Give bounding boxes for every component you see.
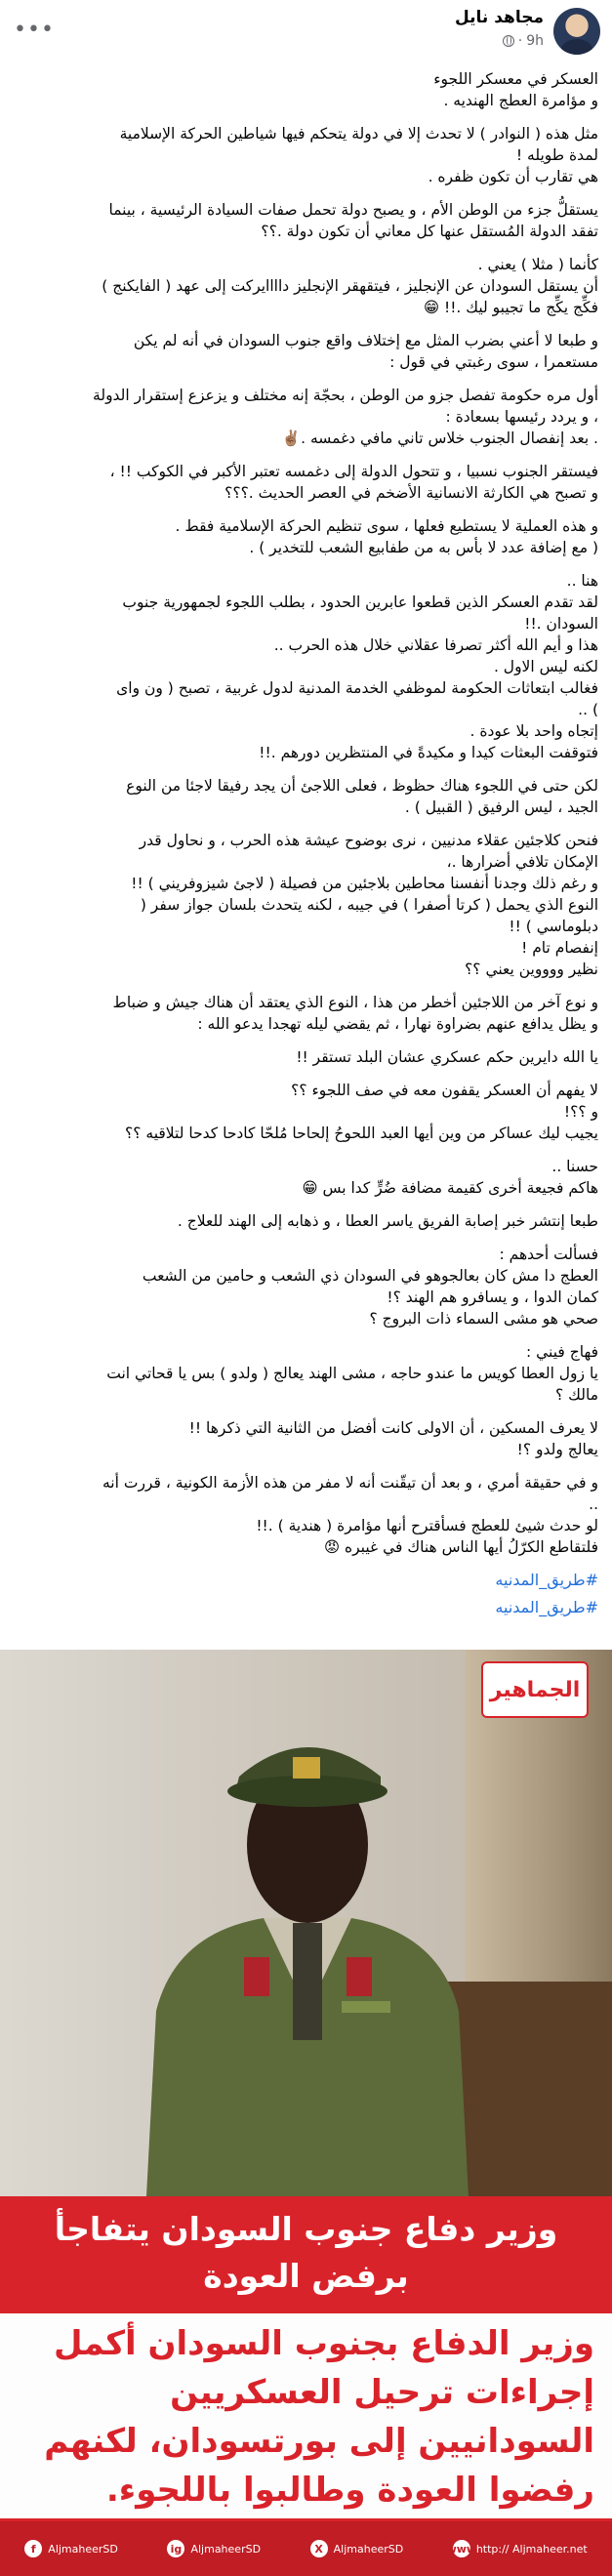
social-label: AljmaheerSD [333, 2542, 404, 2556]
post-paragraph [14, 1156, 598, 1199]
post-line: إتجاه واحد بلا عودة . [469, 722, 598, 740]
post-line: السودان .!! [524, 615, 598, 633]
channel-logo: الجماهير [481, 1661, 589, 1718]
post-line: لقد تقدم العسكر الذين قطعوا عابرين الحدود ، بطلب اللجوء لجمهورية جنوب [122, 593, 598, 611]
post-paragraph [14, 1341, 598, 1406]
post-paragraph [14, 775, 598, 818]
post-line: الجيد ، ليس الرفيق ( القبيل ) . [404, 798, 598, 816]
post-paragraph [14, 830, 598, 980]
post-line: يا الله دايرين حكم عسكري عشان البلد تستقر !! [296, 1048, 598, 1066]
post-line: يستقلُّ جزء من الوطن الأم ، و يصبح دولة تحمل صفات السيادة الرئيسية ، بينما [108, 201, 598, 219]
post-line: ) .. [578, 701, 598, 718]
news-body: وزير الدفاع بجنوب السودان أكمل إجراءات ترحيل العسكريين السودانيين إلى بورتسودان، لكنهم رفضوا العودة وطالبوا باللجوء. [44, 2324, 594, 2510]
post-paragraph [14, 1472, 598, 1558]
social-handle [446, 2540, 588, 2557]
post-line: حسنا .. [551, 1158, 598, 1175]
post-line: لا يفهم أن العسكر يقفون معه في صف اللجوء ؟؟ [291, 1082, 598, 1099]
hashtag-link[interactable]: #طريق_المدنيه [495, 1598, 598, 1616]
social-handle [310, 2540, 404, 2557]
post-line: هذا و أيم الله أكثر تصرفا عقلاني خلال هذه الحرب .. [273, 636, 598, 654]
social-footer [0, 2521, 612, 2576]
post-line: فنحن كلاجئين عقلاء مدنيين ، نرى بوضوح عيشة هذه الحرب ، و نحاول قدر [139, 832, 598, 849]
post-header [0, 0, 612, 61]
post-line: مثل هذه ( النوادر ) لا تحدث إلا في دولة يتحكم فيها شياطين الحركة الإسلامية [119, 125, 598, 143]
post-paragraph [14, 515, 598, 558]
post-line: لا يعرف المسكين ، أن الاولى كانت أفضل من الثانية التي ذكرها !! [188, 1419, 598, 1437]
post-paragraph [14, 385, 598, 449]
post-line: لكن حتى في اللجوء هناك حظوظ ، فعلى اللاجئ أن يجد رفيقا لاجئا من النوع [126, 777, 598, 795]
post-line: و طبعا لا أعني بضرب المثل مع إختلاف واقع جنوب السودان في أنه لم يكن [133, 332, 598, 349]
post-paragraph [14, 1046, 598, 1068]
post-line: فكِّج يكِّج ما تجيبو ليك .!! 😁 [423, 299, 598, 316]
post-paragraph [14, 1080, 598, 1144]
post-line: فسألت أحدهم : [499, 1246, 598, 1263]
social-label: http:// Aljmaheer.net [475, 2542, 588, 2556]
more-options-icon[interactable]: ••• [14, 18, 55, 42]
post-line: أول مره حكومة تفصل جزو من الوطن ، بحجّة إنه مختلف و يزعزع إستقرار الدولة [93, 387, 598, 404]
post-line: يجيب ليك عساكر من وين أيها العبد اللحوحُ إلحاحا مُلحّا كادحا كدحا لتلاقيه ؟؟ [125, 1124, 598, 1142]
post-line: إنفصام تام ! [521, 939, 598, 957]
social-label: AljmaheerSD [190, 2542, 262, 2556]
author-name[interactable]: مجاهد نايل [454, 8, 544, 27]
post-line: النوع الذي يحمل ( كرتا أصفرا ) في جيبه ، لكنه يتحدث بلسان جواز سفر ( [140, 896, 598, 914]
post-line: هنا .. [566, 572, 598, 590]
post-paragraph [14, 1244, 598, 1329]
post-line: فغالب ابتعاثات الحكومة لموظفي الخدمة المدنية لدول غربية ، تصبح ( ون واى [116, 679, 598, 697]
post-line: .. [589, 1495, 598, 1513]
post-line: العطج دا مش كان بعالجوهو في السودان ذي الشعب و حامين من الشعب [142, 1267, 598, 1285]
post-line: العسكر في معسكر اللجوء [433, 70, 598, 88]
post-line: طبعا إنتشر خبر إصابة الفريق ياسر العطا ، و ذهابه إلى الهند للعلاج . [177, 1212, 598, 1230]
post-meta: 9h · [503, 33, 544, 49]
post-paragraph [14, 68, 598, 111]
post-line: و هذه العملية لا يستطيع فعلها ، سوى تنظيم الحركة الإسلامية فقط . [175, 517, 598, 535]
post-line: لمدة طويله ! [515, 146, 598, 164]
post-line: مالك ؟ [555, 1386, 598, 1404]
post-line: دبلوماسي ) !! [509, 918, 598, 935]
post-paragraph [14, 199, 598, 242]
post-line: يعالج ولدو ؟! [516, 1441, 598, 1458]
social-handle [24, 2540, 118, 2557]
post-line: و يظل يدافع عنهم بضراوة نهارا ، ثم يقضي ليله تهجدا يدعو الله : [197, 1015, 598, 1033]
post-line: يا زول العطا كويس ما عندو حاجه ، مشى الهند يعالج ( ولدو ) بس يا قحاتي انت [106, 1365, 598, 1382]
post-paragraph [14, 330, 598, 373]
news-card [0, 2196, 612, 2576]
post-line: لو حدث شيئ للعطج فسأقترح أنها مؤامرة ( هندية ) .!! [256, 1517, 598, 1534]
social-icon: www [453, 2540, 470, 2557]
post-paragraph [14, 992, 598, 1035]
post-line: الإمكان تلافي أضرارها .، [446, 853, 598, 871]
post-text [14, 68, 598, 1624]
social-icon: f [24, 2540, 42, 2557]
post-line: و مؤامرة العطج الهنديه . [443, 92, 598, 109]
post-line: كمان الدوا ، و يسافرو هم الهند ؟! [387, 1288, 598, 1306]
post-line: لكنه ليس الاول . [493, 658, 598, 675]
post-paragraph [14, 123, 598, 187]
post-line: نظير ووووين يعني ؟؟ [465, 961, 598, 978]
post-line: كأنما ( مثلا ) يعني . [477, 256, 598, 273]
social-icon: X [310, 2540, 328, 2557]
post-line: و تصبح هي الكارثة الانسانية الأضخم في العصر الحديث .؟؟؟ [224, 484, 598, 502]
post-paragraph [14, 1417, 598, 1460]
post-line: تفقد الدولة المُستقل عنها كل معاني أن تكون دولة .؟؟ [261, 223, 598, 240]
post-line: ، و يردد رئيسها بسعادة : [445, 408, 598, 426]
post-line: و ؟؟! [563, 1103, 598, 1121]
post-line: فلتقاطع الكرّلُ أيها الناس هناك في غيبره 😡 [323, 1538, 598, 1556]
post-photo[interactable] [0, 1650, 612, 2576]
globe-icon [503, 35, 514, 47]
photo-scene [0, 1650, 612, 2196]
post-line: مستعمرا ، سوى رغبتي في قول : [389, 353, 598, 371]
social-handle [167, 2540, 261, 2557]
social-icon: ig [167, 2540, 184, 2557]
post-line: . بعد إنفصال الجنوب خلاس تاني مافي دغمسه .✌🏽 [281, 429, 598, 447]
post-line: هي تقارب أن تكون ظفره . [428, 168, 598, 185]
news-headline: وزير دفاع جنوب السودان يتفاجأ برفض العودة [54, 2210, 558, 2295]
post-line: و نوع آخر من اللاجئين أخطر من هذا ، النوع الذي يعتقد أن هناك جيش و ضباط [112, 994, 598, 1011]
post-paragraph [14, 254, 598, 318]
officer-figure [146, 1689, 469, 2196]
post-line: فتوقفت البعثات كيدا و مكيدةً في المنتظرين دورهم .!! [259, 744, 598, 761]
avatar[interactable] [553, 8, 600, 55]
post-line: ( مع إضافة عدد لا بأس به من طفابيع الشعب للتخدير ) . [249, 539, 598, 556]
post-paragraph [14, 570, 598, 763]
social-label: AljmaheerSD [48, 2542, 118, 2556]
post-time[interactable]: 9h [526, 33, 544, 49]
hashtag-link[interactable]: #طريق_المدنيه [495, 1571, 598, 1589]
post-line: صحي هو مشى السماء ذات البروج ؟ [369, 1310, 598, 1328]
post-line: فهاج فيني : [525, 1343, 598, 1361]
desk [446, 1982, 612, 2196]
post-line: فيستقر الجنوب نسبيا ، و تتحول الدولة إلى دغمسه تعتبر الأكبر في الكوكب !! ، [109, 463, 598, 480]
post-line: و في حقيقة أمري ، و بعد أن تيقّنت أنه لا مفر من هذه الأزمة الكونية ، قررت أنه [102, 1474, 598, 1492]
post-paragraph [14, 461, 598, 504]
post-line: أن يستقل السودان عن الإنجليز ، فيتقهقر الإنجليز داااايركت إلى عهد ( الفايكنج ) [102, 277, 598, 295]
post-paragraph [14, 1210, 598, 1232]
post-line: و رغم ذلك وجدنا أنفسنا محاطين بلاجئين من فصيلة ( لاجئ شيزوفريني ) !! [131, 875, 598, 892]
post-line: هاكم فجيعة أخرى كقيمة مضافة ضُرٍّ كدا بس 😁 [302, 1179, 598, 1197]
